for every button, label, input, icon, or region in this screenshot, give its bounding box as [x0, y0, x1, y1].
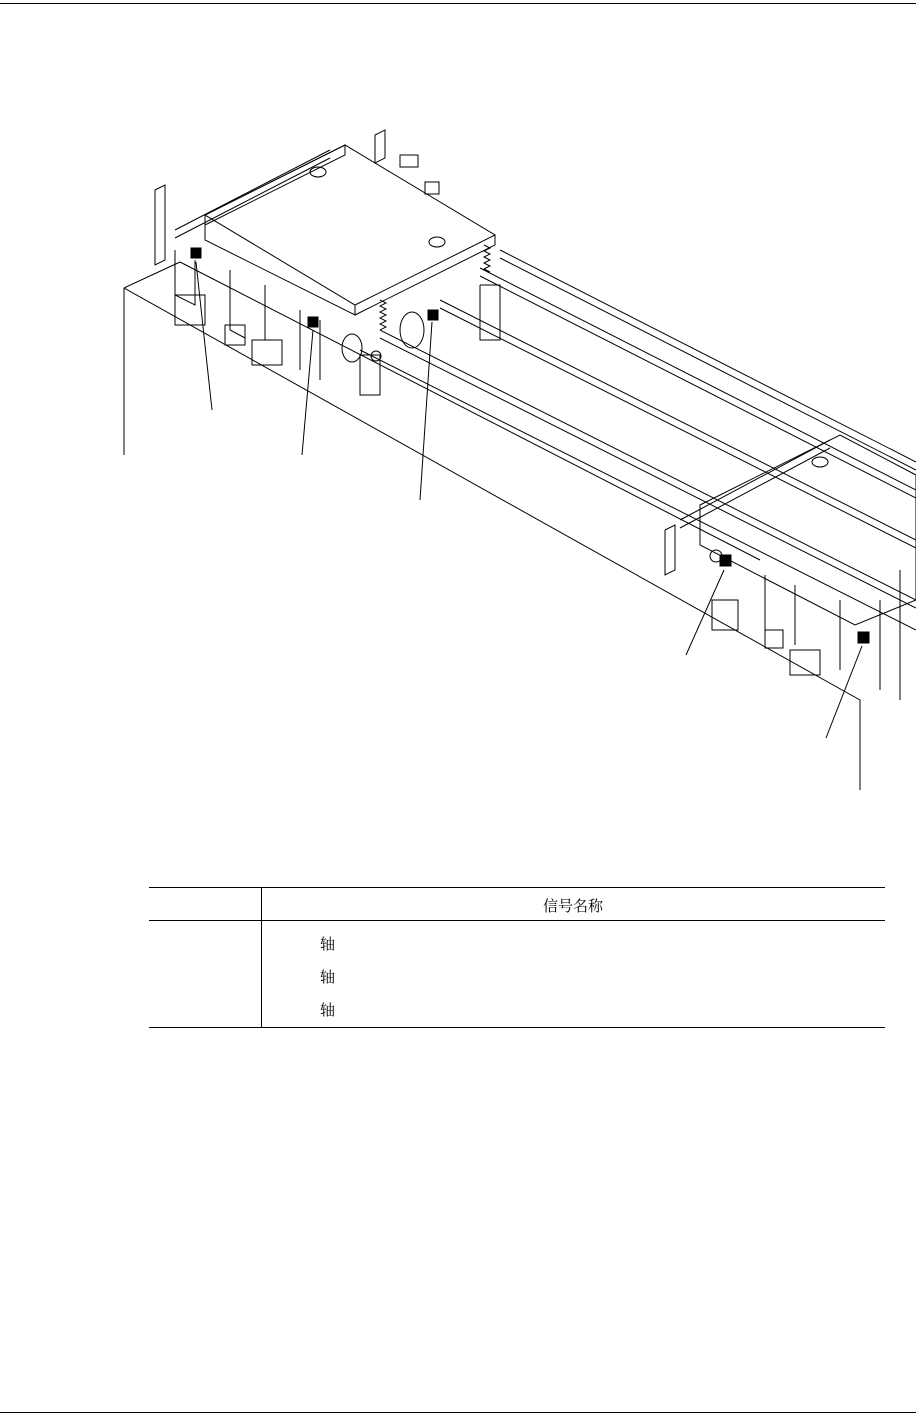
header-signal-name: 信号名称 — [542, 897, 603, 915]
signal-table — [149, 887, 885, 1027]
table-bottom-rule — [149, 1027, 885, 1028]
rails — [360, 250, 916, 630]
table-top-rule — [149, 887, 885, 888]
sensors-left — [191, 248, 438, 327]
table-row-2: 轴 — [320, 968, 336, 986]
table-header-rule — [149, 920, 885, 921]
bottom-rule — [0, 1412, 916, 1413]
leader-lines — [196, 262, 862, 738]
table-row-1: 轴 — [320, 935, 336, 953]
right-carriage — [665, 435, 916, 700]
base-block — [124, 262, 860, 790]
left-carriage — [155, 130, 500, 395]
table-row-3: 轴 — [320, 1001, 336, 1019]
